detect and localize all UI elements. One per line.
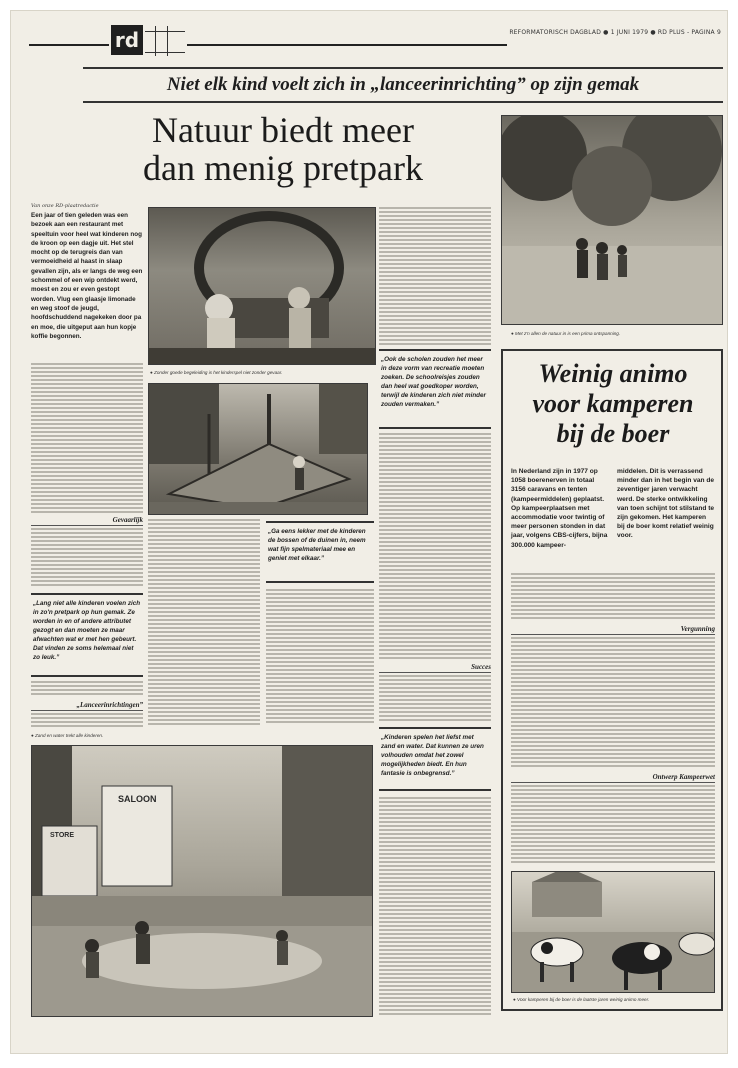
masthead-rule-right [187, 44, 507, 46]
body-text-col1-c [31, 681, 143, 697]
caption-cows: ● Voor kamperen bij de boer is de laatste jaren weinig animo meer. [513, 997, 650, 1002]
page-info: REFORMATORISCH DAGBLAD ● 1 JUNI 1979 ● RD PLUS - PAGINA 9 [509, 29, 721, 36]
headline-line-1: Natuur biedt meer [152, 110, 414, 150]
pull-quote-3: „Ook de scholen zouden het meer in deze vorm van recreatie moeten zoeken. De schoolreisjes zouden dan heel wat goedkoper worden, terwijl de kinderen zich niet minder zouden vermaken.” [379, 349, 491, 429]
pull-quote-1: „Lang niet alle kinderen voelen zich in zo'n pretpark op hun gemak. Ze worden in en of andere attributet gezogt en dan moeten ze maar afwachten wat er met hen gebeurt. Dat vinden ze soms helemaal niet zo leuk.” [31, 593, 143, 677]
body-text-col4-c [379, 675, 491, 723]
sidebar-headline [511, 359, 715, 449]
caption-sand-water: ● Zand en water trekt alle kinderen. [31, 733, 104, 738]
body-text-col4-a [379, 207, 491, 345]
subhead-gevaarlijk: Gevaarlijk [31, 516, 143, 526]
body-text-col1-d [31, 713, 143, 729]
photo-playground-structure [148, 383, 368, 515]
sidebar-headline-line-1: Weinig animo [538, 359, 688, 388]
caption-playground: ● Zonder goede begeleiding is het kinderspel niet zonder gevaar. [150, 370, 283, 375]
sidebar-headline-line-3: bij de boer [556, 419, 670, 448]
sidebar-body-text-a [511, 573, 715, 621]
masthead [29, 25, 721, 57]
sidebar-lede-left: In Nederland zijn in 1977 op 1058 boerenerven in totaal 3156 caravans en tenten (kampeermiddelen) geplaatst. Op kampeerplaatsen met accommodatie voor twintig of meer personen stonden in dat jaar, volgens CBS-cijfers, bijna 300.000 kampeer- [511, 468, 608, 549]
headline-line-2: dan menig pretpark [143, 148, 423, 188]
body-text-col2 [148, 519, 260, 725]
caption-family-nature: ● Met z'n allen de natuur in is een prima ontspanning. [511, 331, 621, 336]
photo-children-playing [148, 207, 376, 365]
body-text-col1-b [31, 528, 143, 588]
article-lede: Een jaar of tien geleden was een bezoek aan een restaurant met speeltuin voor heel wat kinderen nog de kroon op een dagje uit. Het stel mocht op de terugreis dan van vermoeidheid al haast in slaap gevallen zijn, als er langs de weg een schommel of een wip ontdekt werd, moest en zou er even gestopt worden. Vlug een glaasje limonade en weg stoof de jeugd, hoofdschuddend nagekeken door pa en moe, die uitgeput aan hun kopje koffie begonnen. [31, 212, 143, 340]
newspaper-page [10, 10, 728, 1054]
sidebar-headline-line-2: voor kamperen [532, 389, 694, 418]
photo-playground-structure-illustration [149, 384, 368, 515]
pull-quote-2: „Ga eens lekker met de kinderen de bossen of de duinen in, neem wat fijn spelmateriaal mee en geniet met elkaar.” [266, 521, 374, 583]
sidebar-lede-right: middelen. Dit is verrassend minder dan in het begin van de zeventiger jaren verwacht werd. De sterke ontwikkeling van toen schijnt tot stilstand te zijn gekomen. Het kamperen bij de boer komt relatief weinig voor. [617, 468, 715, 540]
article-banner: Niet elk kind voelt zich in „lanceerinrichting” op zijn gemak [83, 67, 723, 103]
body-text-col4-d [379, 797, 491, 1017]
sidebar-body-text-c [511, 785, 715, 865]
article-headline [83, 111, 483, 187]
photo-cows-farm [511, 871, 715, 993]
byline: Van onze RD-plaatredactie [31, 203, 99, 209]
subhead-succes: Succes [379, 663, 491, 673]
photo-cows-illustration [512, 872, 715, 993]
saloon-sign: SALOON [118, 794, 157, 804]
sidebar-body-text-b [511, 637, 715, 769]
subhead-lanceerinrichtingen: „Lanceerinrichtingen” [31, 701, 143, 711]
pull-quote-4: „Kinderen spelen het liefst met zand en water. Dat kunnen ze uren volhouden omdat het zowel mogelijkheden biedt. En hun fantasie is onbegrensd.” [379, 727, 491, 791]
photo-family-nature [501, 115, 723, 325]
body-text-col1-a [31, 363, 143, 513]
masthead-grid-ornament [145, 31, 185, 53]
photo-children-playing-illustration [149, 208, 376, 365]
masthead-rule-left [29, 44, 109, 46]
body-text-col3 [266, 589, 374, 725]
subhead-ontwerp-kampeerwet: Ontwerp Kampeerwet [511, 773, 715, 783]
newspaper-logo: rd [111, 25, 143, 55]
sidebar-story-box [501, 349, 723, 1011]
photo-sand-water-illustration [32, 746, 373, 1017]
body-text-col4-b [379, 433, 491, 659]
photo-sand-water-playground [31, 745, 373, 1017]
store-sign: STORE [50, 832, 74, 839]
photo-family-nature-illustration [502, 116, 723, 325]
subhead-vergunning: Vergunning [511, 625, 715, 635]
